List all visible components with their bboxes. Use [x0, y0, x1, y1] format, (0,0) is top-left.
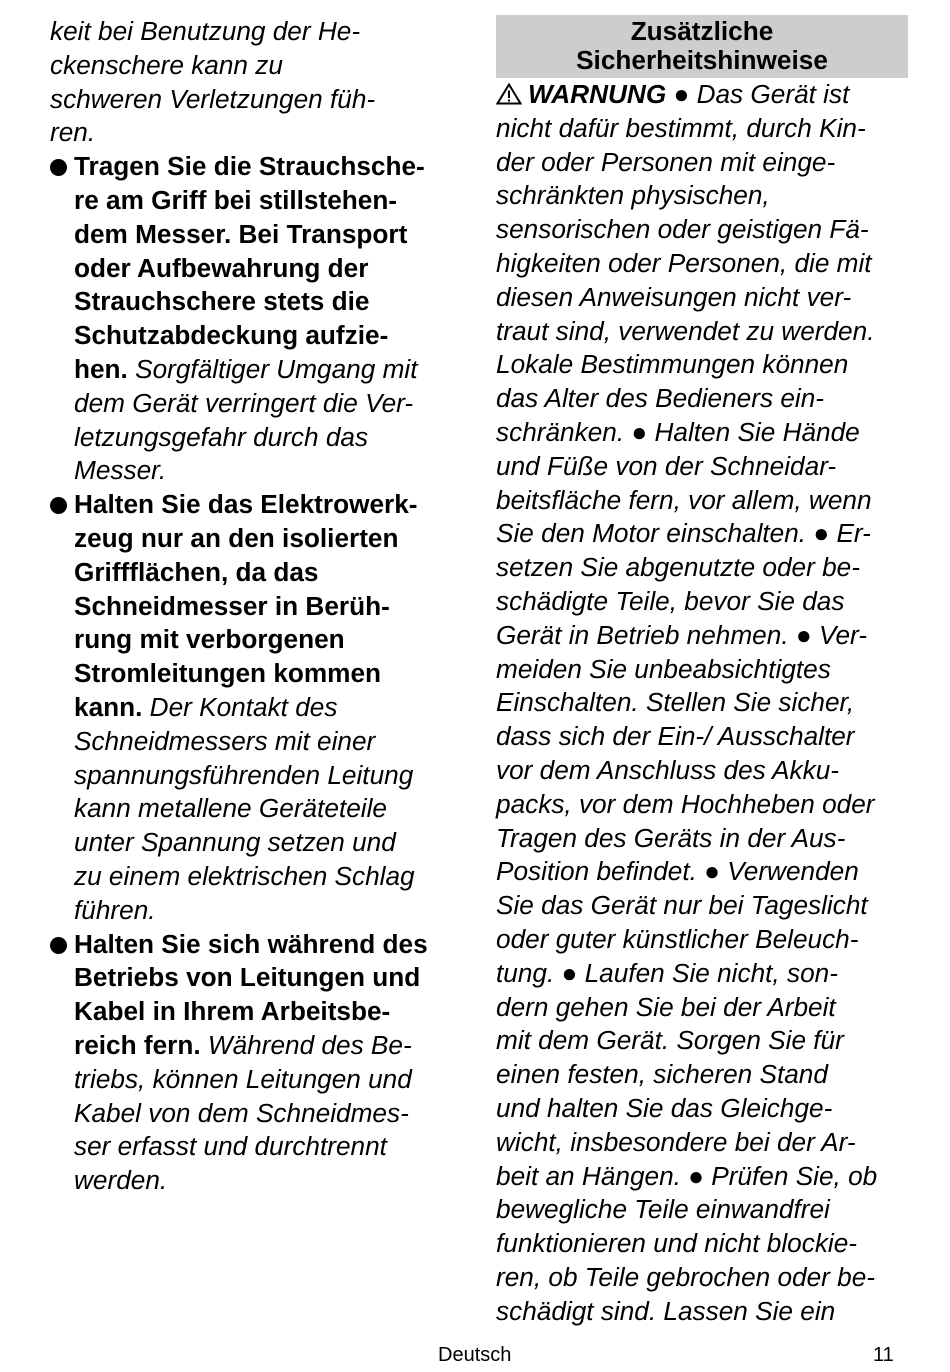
warning-line — [496, 78, 908, 112]
bullet-line — [74, 928, 460, 962]
bold-text: Schutzabdeckung aufzie- — [74, 320, 389, 351]
italic-text: spannungsführenden Leitung — [74, 759, 414, 790]
paragraph-line: packs, vor dem Hochheben oder — [496, 788, 875, 819]
italic-text: führen. — [74, 894, 156, 925]
section-heading-line-1: Zusätzliche — [630, 16, 774, 46]
paragraph-line: Position befindet. ● Verwenden — [496, 856, 859, 887]
intro-line: keit bei Benutzung der He- — [50, 16, 361, 46]
paragraph-line: schädigt sind. Lassen Sie ein — [496, 1295, 836, 1326]
italic-text: Der Kontakt des — [142, 691, 338, 722]
bullet-line — [74, 961, 460, 995]
bullet-line — [74, 1130, 460, 1164]
warning-label: WARNUNG — [528, 79, 667, 109]
italic-text: ser erfasst und durchtrennt — [74, 1131, 387, 1162]
bold-text: hen. — [74, 353, 128, 384]
italic-text: Während des Be- — [200, 1029, 412, 1060]
bold-text: zeug nur an den isolierten — [74, 522, 399, 553]
italic-text: werden. — [74, 1165, 168, 1196]
warning-triangle-icon — [496, 83, 522, 105]
paragraph-line: diesen Anweisungen nicht ver- — [496, 281, 852, 312]
bullet-line — [74, 590, 460, 624]
paragraph-line: meiden Sie unbeabsichtigtes — [496, 653, 831, 684]
paragraph-line: sensorischen oder geistigen Fä- — [496, 214, 869, 245]
filled-circle-bullet-icon — [50, 937, 67, 954]
italic-text: Sorgfältiger Umgang mit — [127, 353, 418, 384]
bullet-line — [74, 421, 460, 455]
bullet-line — [74, 725, 460, 759]
paragraph-line: setzen Sie abgenutzte oder be- — [496, 552, 860, 583]
paragraph-line: Sie das Gerät nur bei Tageslicht — [496, 890, 868, 921]
paragraph-line: beit an Hängen. ● Prüfen Sie, ob — [496, 1160, 878, 1191]
bold-text: Griffflächen, da das — [74, 556, 319, 587]
section-heading — [496, 15, 908, 78]
filled-circle-bullet-icon — [50, 497, 67, 514]
paragraph-line: Einschalten. Stellen Sie sicher, — [496, 687, 855, 718]
bullet-item — [50, 928, 460, 1198]
bullet-line — [74, 252, 460, 286]
footer-language: Deutsch — [438, 1344, 512, 1366]
bullet-line — [74, 387, 460, 421]
bullet-line — [74, 623, 460, 657]
paragraph-line: schränkten physischen, — [496, 180, 770, 211]
bold-text: Tragen Sie die Strauchsche- — [74, 151, 425, 182]
bullet-line — [74, 184, 460, 218]
paragraph-line: funktionieren und nicht blockie- — [496, 1228, 858, 1259]
footer-page-number: 11 — [873, 1344, 894, 1366]
paragraph-line: ren, ob Teile gebrochen oder be- — [496, 1261, 876, 1292]
paragraph-line: das Alter des Bedieners ein- — [496, 383, 825, 414]
italic-text: kann metallene Geräteteile — [74, 793, 387, 824]
italic-text: triebs, können Leitungen und — [74, 1063, 412, 1094]
paragraph-line: und Füße von der Schneidar- — [496, 450, 837, 481]
paragraph-line: higkeiten oder Personen, die mit — [496, 247, 872, 278]
bullet-line — [74, 1097, 460, 1131]
bullet-line — [74, 691, 460, 725]
bold-text: rung mit verborgenen — [74, 624, 345, 655]
paragraph-line: vor dem Anschluss des Akku- — [496, 754, 839, 785]
bullet-line — [74, 522, 460, 556]
paragraph-line: oder guter künstlicher Beleuch- — [496, 923, 859, 954]
bold-text: dem Messer. Bei Transport — [74, 218, 408, 249]
italic-text: unter Spannung setzen und — [74, 827, 396, 858]
bold-text: re am Griff bei stillstehen- — [74, 184, 398, 215]
bullet-line — [74, 150, 460, 184]
bold-text: Schneidmesser in Berüh- — [74, 590, 390, 621]
intro-paragraph — [50, 15, 460, 150]
bullet-line — [74, 860, 460, 894]
paragraph-line: und halten Sie das Gleichge- — [496, 1092, 833, 1123]
paragraph-line: schränken. ● Halten Sie Hände — [496, 416, 860, 447]
paragraph-line: Lokale Bestimmungen können — [496, 349, 849, 380]
bullet-line — [74, 792, 460, 826]
bold-text: reich fern. — [74, 1029, 201, 1060]
right-text-lines — [496, 112, 908, 1329]
bullet-line — [74, 826, 460, 860]
filled-circle-bullet-icon — [50, 159, 67, 176]
left-column — [50, 15, 460, 1198]
bullet-item — [50, 150, 460, 488]
italic-text: Kabel von dem Schneidmes- — [74, 1097, 409, 1128]
bullet-line — [74, 454, 460, 488]
paragraph-line: tung. ● Laufen Sie nicht, son- — [496, 957, 838, 988]
bullet-line — [74, 1063, 460, 1097]
bullet-line — [74, 1029, 460, 1063]
italic-text: letzungsgefahr durch das — [74, 421, 369, 452]
bullet-line — [74, 995, 460, 1029]
paragraph-line: Tragen des Geräts in der Aus- — [496, 822, 846, 853]
paragraph-line: schädigte Teile, bevor Sie das — [496, 585, 845, 616]
paragraph-line: dern gehen Sie bei der Arbeit — [496, 991, 836, 1022]
bullet-line — [74, 353, 460, 387]
bold-text: Halten Sie das Elektrowerk- — [74, 489, 418, 520]
bold-text: Halten Sie sich während des — [74, 928, 428, 959]
bullet-line — [74, 556, 460, 590]
intro-line: ren. — [50, 117, 96, 148]
paragraph-line: Gerät in Betrieb nehmen. ● Ver- — [496, 619, 867, 650]
additional-safety-text — [496, 78, 908, 1328]
paragraph-line: traut sind, verwendet zu werden. — [496, 315, 875, 346]
paragraph-line: dass sich der Ein-/ Ausschalter — [496, 721, 855, 752]
bullet-line — [74, 759, 460, 793]
bullet-line — [74, 1164, 460, 1198]
italic-text: Messer. — [74, 455, 167, 486]
italic-text: dem Gerät verringert die Ver- — [74, 387, 414, 418]
paragraph-line: wicht, insbesondere bei der Ar- — [496, 1126, 856, 1157]
intro-line: schweren Verletzungen füh- — [50, 83, 376, 114]
bold-text: Kabel in Ihrem Arbeitsbe- — [74, 996, 391, 1027]
paragraph-line: mit dem Gerät. Sorgen Sie für — [496, 1025, 844, 1056]
paragraph-line: bewegliche Teile einwandfrei — [496, 1194, 830, 1225]
right-column — [496, 15, 908, 1328]
paragraph-line: Sie den Motor einschalten. ● Er- — [496, 518, 871, 549]
bold-text: Betriebs von Leitungen und — [74, 962, 421, 993]
italic-text: Schneidmessers mit einer — [74, 725, 376, 756]
bullet-line — [74, 894, 460, 928]
bullet-line — [74, 319, 460, 353]
bold-text: kann. — [74, 691, 143, 722]
bullet-line — [74, 488, 460, 522]
bullet-line — [74, 218, 460, 252]
intro-line: ckenschere kann zu — [50, 49, 283, 80]
warning-line-text: ● Das Gerät ist — [666, 79, 850, 109]
bold-text: oder Aufbewahrung der — [74, 252, 369, 283]
paragraph-line: nicht dafür bestimmt, durch Kin- — [496, 112, 866, 143]
section-heading-line-2: Sicherheitshinweise — [576, 45, 828, 75]
italic-text: zu einem elektrischen Schlag — [74, 860, 415, 891]
paragraph-line: beitsfläche fern, vor allem, wenn — [496, 484, 872, 515]
bullet-line — [74, 657, 460, 691]
paragraph-line: der oder Personen mit einge- — [496, 146, 836, 177]
bullet-line — [74, 285, 460, 319]
bullet-item — [50, 488, 460, 927]
bold-text: Stromleitungen kommen — [74, 658, 382, 689]
safety-bullet-list — [50, 150, 460, 1198]
paragraph-line: einen festen, sicheren Stand — [496, 1059, 828, 1090]
bold-text: Strauchschere stets die — [74, 286, 370, 317]
